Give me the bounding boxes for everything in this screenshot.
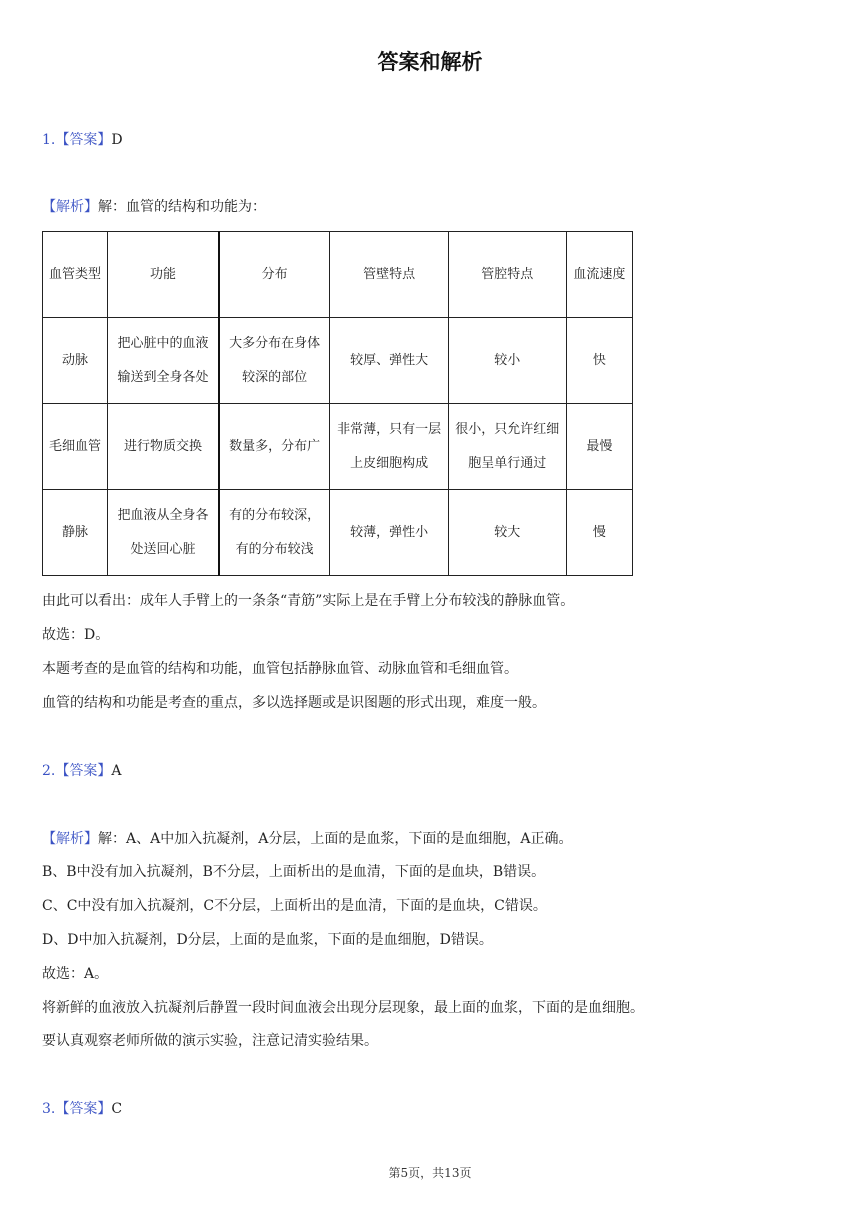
table-row xyxy=(43,490,633,576)
q2-analysis-tag: 【解析】 xyxy=(42,831,98,847)
q1-analysis-line xyxy=(42,196,266,216)
q1-text-line: 血管的结构和功能是考查的重点，多以选择题或是识图题的形式出现，难度一般。 xyxy=(42,695,546,711)
q2-number: 2. xyxy=(42,763,56,779)
q2-text-line: 故选：A。 xyxy=(42,966,109,982)
q2-text-line: B、B中没有加入抗凝剂，B不分层，上面析出的是血清，下面的是血块，B错误。 xyxy=(42,864,546,880)
table-header-cell: 分布 xyxy=(219,232,330,318)
table-header-cell: 管壁特点 xyxy=(330,232,448,318)
q3-answer-tag: 【答案】 xyxy=(55,1101,112,1117)
table-header-row xyxy=(43,232,633,318)
table-cell: 静脉 xyxy=(43,490,108,576)
table-header-cell: 血流速度 xyxy=(566,232,632,318)
table-row xyxy=(43,318,633,404)
table-cell: 毛细血管 xyxy=(43,404,108,490)
q2-analysis-line xyxy=(42,828,572,848)
table-cell: 较大 xyxy=(448,490,566,576)
q1-text-line: 由此可以看出：成年人手臂上的一条条“青筋”实际上是在手臂上分布较浅的静脉血管。 xyxy=(42,593,575,609)
table-cell: 有的分布较深，有的分布较浅 xyxy=(219,490,330,576)
q1-answer-tag: 【答案】 xyxy=(55,132,112,148)
table-cell: 很小，只允许红细胞呈单行通过 xyxy=(448,404,566,490)
q2-analysis-intro: 解：A、A中加入抗凝剂，A分层，上面的是血浆，下面的是血细胞，A正确。 xyxy=(98,831,573,847)
table-cell: 把心脏中的血液输送到全身各处 xyxy=(108,318,219,404)
table-cell: 动脉 xyxy=(43,318,108,404)
table-cell: 进行物质交换 xyxy=(108,404,219,490)
q2-text-line: 将新鲜的血液放入抗凝剂后静置一段时间血液会出现分层现象，最上面的血浆，下面的是血细胞。 xyxy=(42,1000,644,1016)
q3-answer: C xyxy=(111,1101,123,1117)
table-cell: 最慢 xyxy=(566,404,632,490)
q2-text-line: 要认真观察老师所做的演示实验，注意记清实验结果。 xyxy=(42,1033,378,1049)
table-cell: 数量多，分布广 xyxy=(219,404,330,490)
table-cell: 慢 xyxy=(566,490,632,576)
q2-answer-tag: 【答案】 xyxy=(55,763,112,779)
q1-answer-line xyxy=(42,129,123,149)
q1-text-line: 故选：D。 xyxy=(42,627,110,643)
table-cell: 把血液从全身各处送回心脏 xyxy=(108,490,219,576)
table-header-cell: 功能 xyxy=(108,232,219,318)
q1-number: 1. xyxy=(42,132,56,148)
q1-analysis-intro: 解：血管的结构和功能为： xyxy=(98,199,266,215)
q2-text-line: D、D中加入抗凝剂，D分层，上面的是血浆，下面的是血细胞，D错误。 xyxy=(42,932,493,948)
q1-analysis-tag: 【解析】 xyxy=(42,199,98,215)
table-cell: 较厚、弹性大 xyxy=(330,318,448,404)
table-cell: 较小 xyxy=(448,318,566,404)
q2-answer-line xyxy=(42,760,121,780)
table-header-cell: 管腔特点 xyxy=(448,232,566,318)
table-row xyxy=(43,404,633,490)
q1-text-line: 本题考查的是血管的结构和功能，血管包括静脉血管、动脉血管和毛细血管。 xyxy=(42,661,518,677)
page-footer: 第5页，共13页 xyxy=(388,1166,472,1180)
table-cell: 大多分布在身体较深的部位 xyxy=(219,318,330,404)
q2-answer: A xyxy=(111,763,122,779)
page-title: 答案和解析 xyxy=(377,50,483,74)
q1-answer: D xyxy=(111,132,123,148)
table-header-cell: 血管类型 xyxy=(43,232,108,318)
q2-text-line: C、C中没有加入抗凝剂，C不分层，上面析出的是血清，下面的是血块，C错误。 xyxy=(42,898,547,914)
q3-number: 3. xyxy=(42,1101,56,1117)
table-cell: 快 xyxy=(566,318,632,404)
q3-answer-line xyxy=(42,1098,122,1118)
table-cell: 较薄，弹性小 xyxy=(330,490,448,576)
table-cell: 非常薄，只有一层上皮细胞构成 xyxy=(330,404,448,490)
blood-vessel-table xyxy=(42,231,633,576)
